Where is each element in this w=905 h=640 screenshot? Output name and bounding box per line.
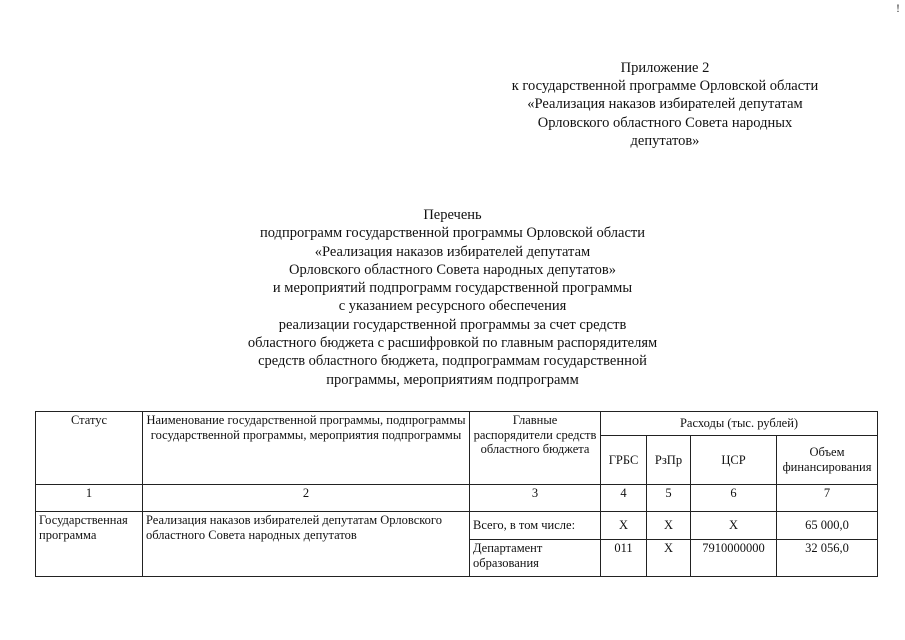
appendix-line: «Реализация наказов избирателей депутатам	[527, 96, 803, 113]
row-grbs: 011	[601, 540, 647, 577]
header-status: Статус	[36, 412, 143, 485]
header-volume: Объем финансирования	[777, 435, 878, 484]
document-heading	[200, 206, 705, 389]
column-number: 3	[470, 485, 601, 512]
row-grbs: Х	[601, 512, 647, 540]
column-number: 7	[777, 485, 878, 512]
table-header-row	[36, 412, 878, 436]
column-number: 1	[36, 485, 143, 512]
column-number-row	[36, 485, 878, 512]
row-manager: Департамент образования	[470, 540, 601, 577]
header-rzpr: РзПр	[647, 435, 691, 484]
heading-line: программы, мероприятиям подпрограмм	[326, 371, 579, 388]
row-volume: 65 000,0	[777, 512, 878, 540]
heading-line: Перечень	[423, 207, 482, 223]
row-manager: Всего, в том числе:	[470, 512, 601, 540]
column-number: 6	[691, 485, 777, 512]
row-volume: 32 056,0	[777, 540, 878, 577]
header-csr: ЦСР	[691, 435, 777, 484]
row-rzpr: Х	[647, 540, 691, 577]
appendix-note	[475, 59, 855, 150]
row-csr: 7910000000	[691, 540, 777, 577]
table-row	[36, 512, 878, 540]
heading-line: «Реализация наказов избирателей депутатам	[314, 243, 591, 260]
heading-line: и мероприятий подпрограмм государственной программы	[272, 280, 633, 297]
appendix-line: Приложение 2	[620, 60, 710, 76]
heading-line: средств областного бюджета, подпрограммам государственной	[258, 353, 647, 370]
row-name: Реализация наказов избирателей депутатам Орловского областного Совета народных депутатов	[143, 512, 470, 577]
appendix-line: Орловского областного Совета народных	[537, 114, 793, 131]
row-csr: Х	[691, 512, 777, 540]
row-rzpr: Х	[647, 512, 691, 540]
appendix-line: к государственной программе Орловской области	[511, 78, 819, 95]
heading-line: областного бюджета с расшифровкой по главным распорядителям	[247, 335, 658, 352]
heading-line: подпрограмм государственной программы Орловской области	[259, 225, 646, 242]
appendix-line: депутатов»	[630, 132, 700, 149]
heading-line: реализации государственной программы за счет средств	[278, 316, 627, 333]
heading-line: с указанием ресурсного обеспечения	[338, 298, 567, 315]
column-number: 2	[143, 485, 470, 512]
heading-line: Орловского областного Совета народных депутатов»	[288, 261, 617, 278]
header-expenses: Расходы (тыс. рублей)	[601, 412, 878, 436]
column-number: 4	[601, 485, 647, 512]
corner-mark: !	[896, 1, 900, 15]
column-number: 5	[647, 485, 691, 512]
expenses-table	[35, 411, 878, 577]
header-managers: Главные распорядители средств областного бюджета	[470, 412, 601, 485]
header-name: Наименование государственной программы, подпрограммы государственной программы, мероприятия подпрограммы	[143, 412, 470, 485]
header-grbs: ГРБС	[601, 435, 647, 484]
row-status: Государственная программа	[36, 512, 143, 577]
